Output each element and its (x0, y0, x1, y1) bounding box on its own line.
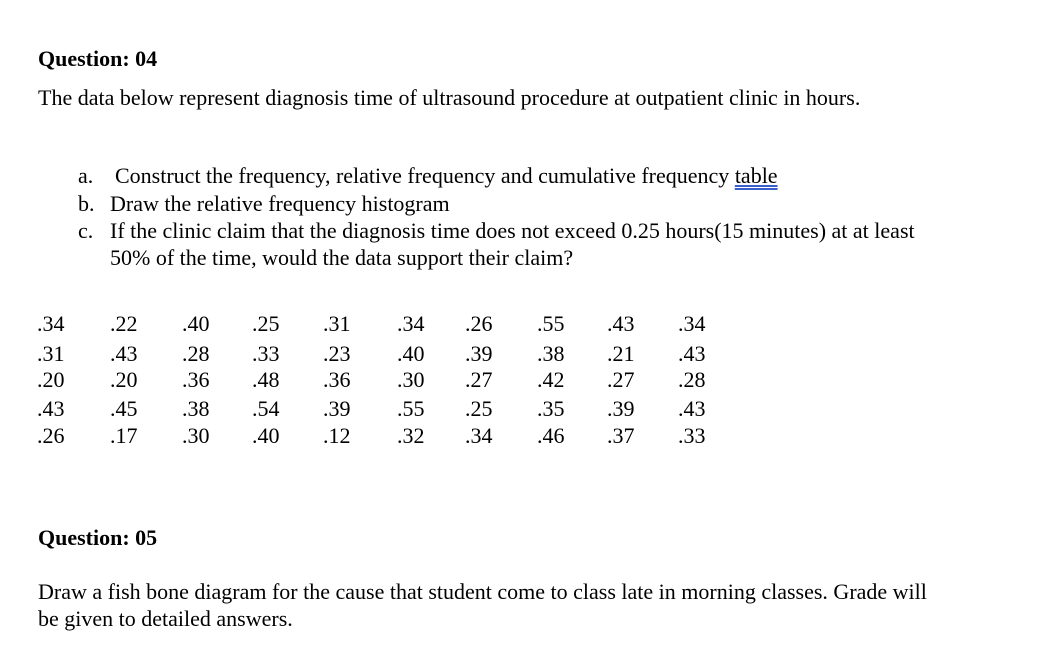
data-cell: .28 (678, 367, 706, 392)
data-cell: .23 (323, 341, 351, 366)
data-cell: .32 (397, 423, 425, 448)
data-cell: .38 (182, 396, 210, 421)
data-row (0, 423, 1039, 449)
question-04-heading: Question: 04 (38, 46, 158, 71)
data-cell: .55 (397, 396, 425, 421)
data-cell: .17 (110, 423, 138, 448)
data-cell: .21 (607, 341, 635, 366)
data-cell: .54 (252, 396, 280, 421)
data-cell: .34 (678, 311, 706, 336)
data-row (0, 311, 1039, 337)
task-a-text (115, 162, 778, 189)
data-cell: .26 (37, 423, 65, 448)
task-a-text-main: Construct the frequency, relative frequency and cumulative frequency (115, 163, 735, 188)
data-row (0, 341, 1039, 367)
data-cell: .33 (678, 423, 706, 448)
data-cell: .40 (252, 423, 280, 448)
task-a-marker: a. (78, 163, 94, 188)
data-cell: .43 (110, 341, 138, 366)
data-cell: .43 (678, 396, 706, 421)
question-05-line2: be given to detailed answers. (38, 606, 293, 631)
data-cell: .12 (323, 423, 351, 448)
data-cell: .43 (678, 341, 706, 366)
data-cell: .30 (397, 367, 425, 392)
data-cell: .39 (323, 396, 351, 421)
data-cell: .37 (607, 423, 635, 448)
data-cell: .35 (537, 396, 565, 421)
question-04-intro: The data below represent diagnosis time of ultrasound procedure at outpatient clinic in hours. (38, 85, 861, 110)
task-a-text-underlined: table (734, 163, 778, 188)
data-cell: .27 (465, 367, 493, 392)
diagnosis-time-data-grid (0, 311, 1039, 451)
data-cell: .27 (607, 367, 635, 392)
data-cell: .20 (110, 367, 138, 392)
data-cell: .26 (465, 311, 493, 336)
data-cell: .36 (182, 367, 210, 392)
data-cell: .39 (607, 396, 635, 421)
data-cell: .39 (465, 341, 493, 366)
data-cell: .31 (37, 341, 65, 366)
task-c-marker: c. (78, 218, 94, 243)
task-b-text: Draw the relative frequency histogram (110, 191, 450, 216)
data-cell: .36 (323, 367, 351, 392)
data-cell: .40 (397, 341, 425, 366)
data-cell: .42 (537, 367, 565, 392)
data-cell: .38 (537, 341, 565, 366)
data-cell: .40 (182, 311, 210, 336)
data-cell: .30 (182, 423, 210, 448)
data-cell: .48 (252, 367, 280, 392)
data-cell: .43 (607, 311, 635, 336)
task-b-marker: b. (78, 191, 95, 216)
data-cell: .34 (465, 423, 493, 448)
question-05-heading: Question: 05 (38, 525, 158, 550)
question-05-body (38, 578, 1008, 632)
data-cell: .20 (37, 367, 65, 392)
data-cell: .28 (182, 341, 210, 366)
data-cell: .22 (110, 311, 138, 336)
data-cell: .31 (323, 311, 351, 336)
data-cell: .34 (37, 311, 65, 336)
data-cell: .25 (465, 396, 493, 421)
data-cell: .46 (537, 423, 565, 448)
data-cell: .45 (110, 396, 138, 421)
data-cell: .34 (397, 311, 425, 336)
task-c-text-line2: 50% of the time, would the data support their claim? (110, 245, 574, 270)
data-cell: .43 (37, 396, 65, 421)
data-row (0, 367, 1039, 393)
question-05-line1: Draw a fish bone diagram for the cause that student come to class late in morning classes. Grade will (38, 579, 927, 604)
data-row (0, 396, 1039, 422)
data-cell: .55 (537, 311, 565, 336)
data-cell: .25 (252, 311, 280, 336)
data-cell: .33 (252, 341, 280, 366)
task-c-text-line1: If the clinic claim that the diagnosis time does not exceed 0.25 hours(15 minutes) at at least (110, 218, 915, 243)
